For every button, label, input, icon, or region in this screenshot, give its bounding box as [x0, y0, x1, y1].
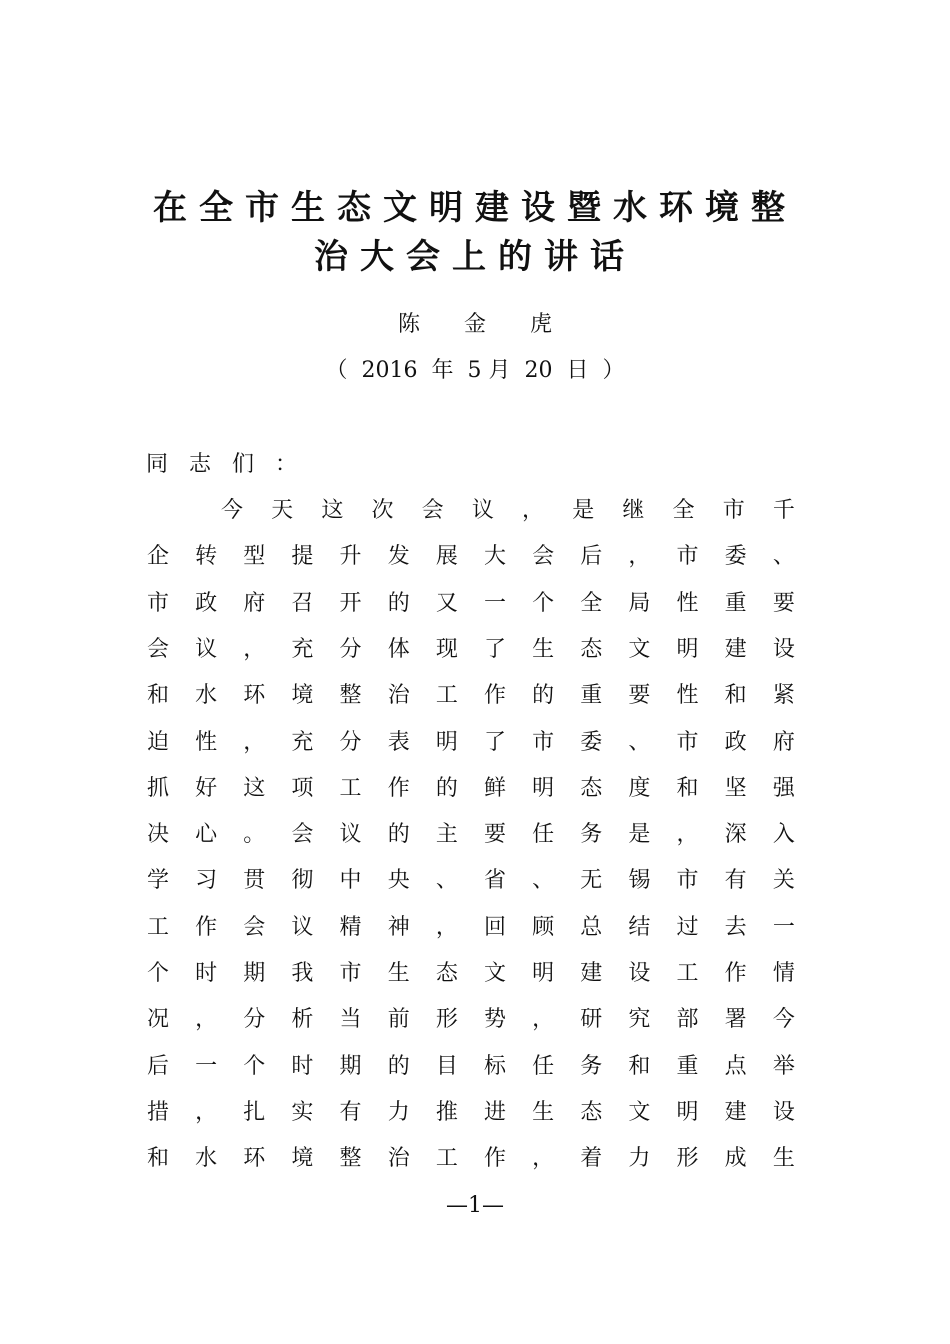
- body-line: 抓 好 这 项 工 作 的 鲜 明 态 度 和 坚 强: [146, 775, 795, 801]
- body-line: 况 ， 分 析 当 前 形 势 ， 研 究 部 署 今: [146, 1007, 795, 1033]
- author-name: [100, 310, 850, 340]
- body-line: 措 ， 扎 实 有 力 推 进 生 态 文 明 建 设: [146, 1099, 795, 1125]
- author-char: 虎: [530, 312, 553, 337]
- body-line: 今 天 这 次 会 议 ， 是 继 全 市 千: [220, 498, 795, 523]
- document-title-line-2: 治大会上的讲话: [314, 237, 636, 277]
- author-char: 陈: [397, 312, 420, 337]
- body-line: 和 水 环 境 整 治 工 作 ， 着 力 形 成 生: [146, 1146, 795, 1172]
- speech-date: （ 2016 年 5 月 20 日 ）: [325, 358, 625, 383]
- body-line: 企 转 型 提 升 发 展 大 会 后 ， 市 委 、: [146, 544, 795, 570]
- body-line: 市 政 府 召 开 的 又 一 个 全 局 性 重 要: [146, 590, 795, 616]
- body-line: 决 心 。 会 议 的 主 要 任 务 是 ， 深 入: [146, 822, 795, 848]
- body-line: 学 习 贯 彻 中 央 、 省 、 无 锡 市 有 关: [146, 868, 795, 894]
- author-char: 金: [463, 312, 486, 337]
- body-line: 会 议 ， 充 分 体 现 了 生 态 文 明 建 设: [146, 636, 795, 662]
- page-number: —1—: [446, 1193, 504, 1218]
- document-title-line-1: 在全市生态文明建设暨水环境整: [153, 188, 797, 228]
- body-line: 后 一 个 时 期 的 目 标 任 务 和 重 点 举: [146, 1053, 795, 1079]
- body-line: 和 水 环 境 整 治 工 作 的 重 要 性 和 紧: [146, 683, 795, 709]
- body-line: 个 时 期 我 市 生 态 文 明 建 设 工 作 情: [146, 961, 795, 986]
- body-line: 工 作 会 议 精 神 ， 回 顾 总 结 过 去 一: [146, 914, 795, 940]
- greeting: 同志们：: [146, 452, 319, 477]
- body-line: 迫 性 ， 充 分 表 明 了 市 委 、 市 政 府: [146, 729, 795, 755]
